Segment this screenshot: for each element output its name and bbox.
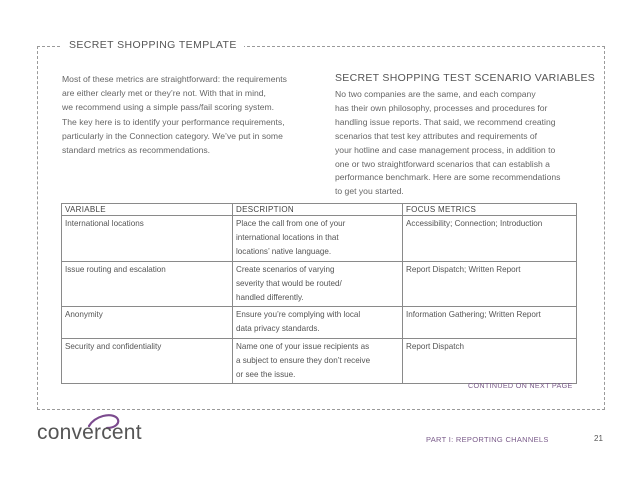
page-number: 21 <box>594 434 603 443</box>
table-row <box>62 216 577 262</box>
scenario-line: performance benchmark. Here are some recommendations <box>335 172 561 183</box>
footer-section-label: PART I: REPORTING CHANNELS <box>426 435 549 444</box>
convercent-logo-text: convercent <box>37 421 142 444</box>
description-line: international locations in that <box>236 233 339 243</box>
intro-line: standard metrics as recommendations. <box>62 145 211 156</box>
scenario-line: has their own philosophy, processes and procedures for <box>335 102 548 113</box>
table-header-row <box>62 204 577 216</box>
intro-paragraph <box>62 72 327 157</box>
description-cell <box>233 261 403 307</box>
intro-line: are either clearly met or they’re not. With that in mind, <box>62 88 266 99</box>
description-line: handled differently. <box>236 293 304 303</box>
metrics-cell: Information Gathering; Written Report <box>403 307 577 338</box>
intro-line: The key here is to identify your performance requirements, <box>62 116 285 127</box>
description-line: data privacy standards. <box>236 324 320 334</box>
table-row <box>62 338 577 384</box>
continued-note: CONTINUED ON NEXT PAGE <box>468 381 573 390</box>
metrics-cell: Report Dispatch <box>403 338 577 384</box>
intro-line: we recommend using a simple pass/fail scoring system. <box>62 102 275 113</box>
metrics-cell: Accessibility; Connection; Introduction <box>403 216 577 262</box>
scenario-line: scenarios that test key attributes and requirements of <box>335 130 538 141</box>
variable-cell: International locations <box>62 216 233 262</box>
scenario-line: No two companies are the same, and each company <box>335 89 536 99</box>
scenario-line: one or two straightforward scenarios that can establish a <box>335 158 550 169</box>
scenario-line: handling issue reports. That said, we recommend creating <box>335 116 556 127</box>
description-cell <box>233 216 403 262</box>
scenario-paragraph <box>335 88 600 199</box>
scenario-title: SECRET SHOPPING TEST SCENARIO VARIABLES <box>335 72 596 84</box>
description-line: Name one of your issue recipients as <box>236 341 370 351</box>
scenario-line: your hotline and case management process, in addition to <box>335 144 556 155</box>
variable-cell: Issue routing and escalation <box>62 261 233 307</box>
scenario-line: to get you started. <box>335 186 404 197</box>
intro-line: particularly in the Connection category. We’ve put in some <box>62 130 283 141</box>
description-line: Create scenarios of varying <box>236 264 335 274</box>
description-line: Ensure you’re complying with local <box>236 310 361 320</box>
description-cell <box>233 338 403 384</box>
description-line: locations’ native language. <box>236 247 332 257</box>
description-cell <box>233 307 403 338</box>
column-header-description: DESCRIPTION <box>233 204 403 216</box>
table-row <box>62 261 577 307</box>
variable-cell: Anonymity <box>62 307 233 338</box>
description-line: severity that would be routed/ <box>236 278 342 288</box>
column-header-focus-metrics: FOCUS METRICS <box>403 204 577 216</box>
template-label: SECRET SHOPPING TEMPLATE <box>62 38 244 52</box>
table-row <box>62 307 577 338</box>
description-line: or see the issue. <box>236 370 296 380</box>
description-line: a subject to ensure they don’t receive <box>236 355 371 365</box>
intro-line: Most of these metrics are straightforward: the requirements <box>62 74 287 84</box>
variable-cell: Security and confidentiality <box>62 338 233 384</box>
metrics-cell: Report Dispatch; Written Report <box>403 261 577 307</box>
column-header-variable: VARIABLE <box>62 204 233 216</box>
scenario-table <box>61 203 577 384</box>
description-line: Place the call from one of your <box>236 219 346 228</box>
